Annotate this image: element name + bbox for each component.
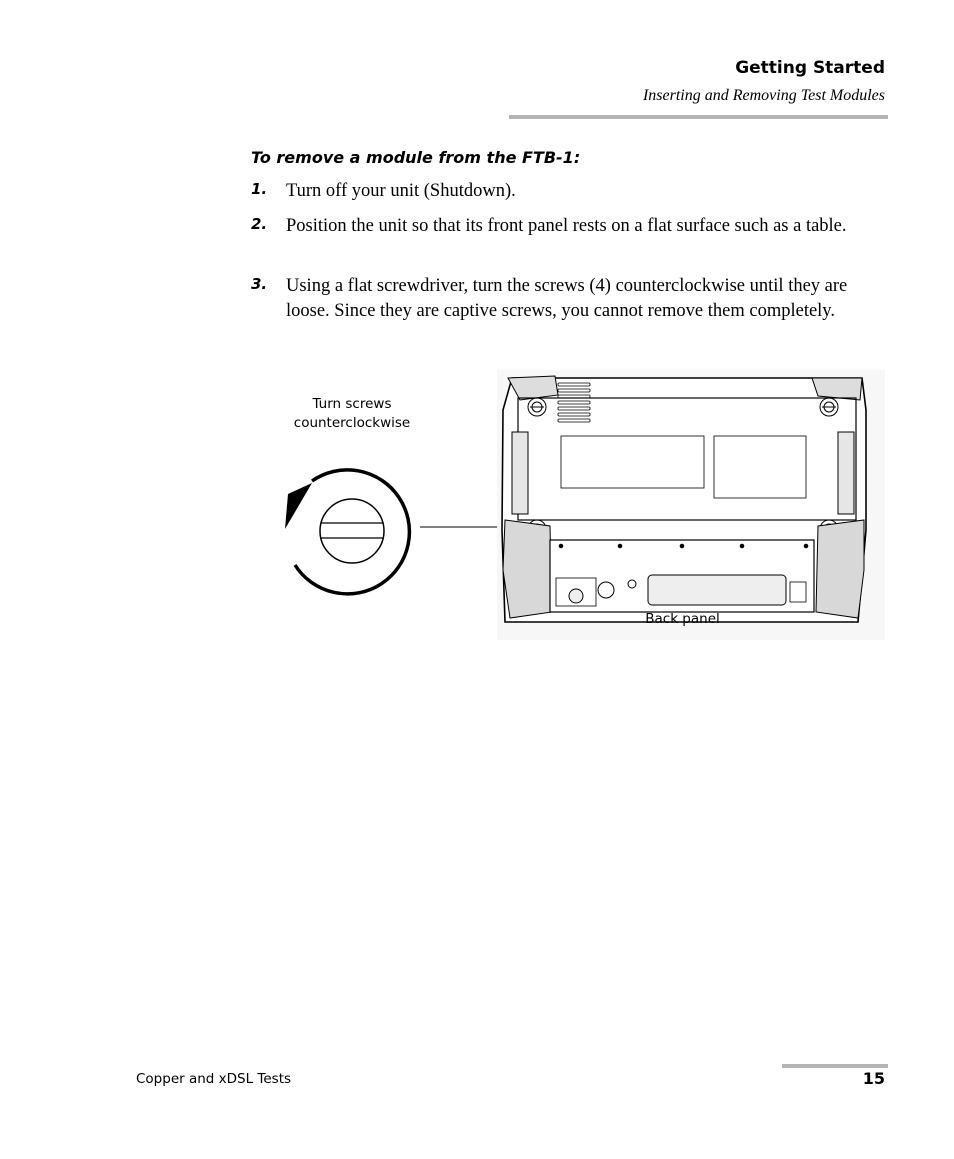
step-number: 2.	[251, 215, 268, 233]
footer-manual-title: Copper and xDSL Tests	[136, 1071, 292, 1087]
running-header-subtitle: Inserting and Removing Test Modules	[642, 87, 885, 104]
callout-line-2: counterclockwise	[293, 415, 411, 431]
back-panel-label: Back panel	[645, 611, 720, 627]
header-rule	[509, 115, 888, 119]
step-number: 3.	[251, 275, 268, 293]
callout-line-1: Turn screws	[312, 396, 392, 412]
procedure-title: To remove a module from the FTB-1:	[251, 148, 581, 167]
device-back-view	[497, 370, 885, 640]
running-header-title: Getting Started	[735, 58, 885, 78]
device-illustration	[280, 365, 890, 640]
step-text: Turn off your unit (Shutdown).	[286, 181, 516, 201]
page-number: 15	[862, 1069, 885, 1088]
step-number: 1.	[251, 180, 268, 198]
footer-rule	[782, 1064, 888, 1068]
step-text: Using a flat screwdriver, turn the screws (4) counterclockwise until they are loose. Since they are captive screws, you cannot remove them completely.	[286, 276, 848, 321]
step-text: Position the unit so that its front panel rests on a flat surface such as a table.	[286, 216, 847, 236]
screw-detail	[285, 470, 409, 594]
